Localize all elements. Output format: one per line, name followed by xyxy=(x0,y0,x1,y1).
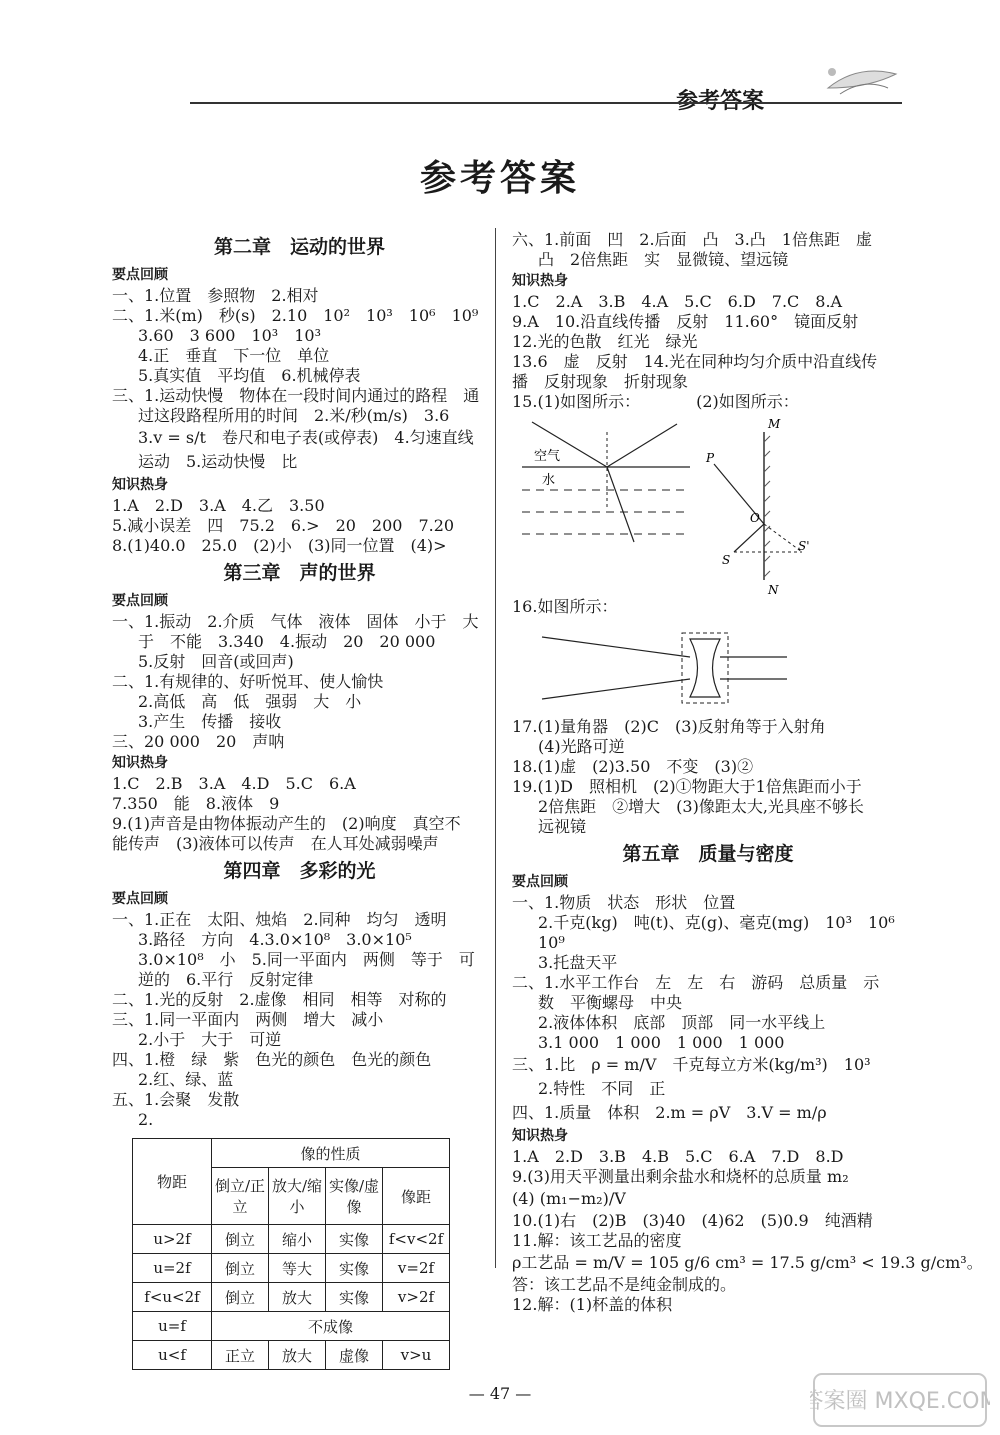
answer-line: 逆的 6.平行 反射定律 xyxy=(138,970,314,989)
label-water: 水 xyxy=(542,473,556,488)
answer-line: 凸 2倍焦距 实 显微镜、望远镜 xyxy=(538,250,789,269)
table-cell: 倒立 xyxy=(212,1283,269,1312)
answer-line: 5.反射 回音(或回声) xyxy=(138,652,294,671)
answer-line: 2.特性 不同 正 xyxy=(538,1079,666,1098)
answer-line: 1.C 2.B 3.A 4.D 5.C 6.A xyxy=(112,774,356,793)
table-header-object-distance: 物距 xyxy=(133,1139,212,1225)
label-P: P xyxy=(706,451,715,465)
table-cell: 等大 xyxy=(269,1254,326,1283)
answer-line: 3.托盘天平 xyxy=(538,953,618,972)
table-row xyxy=(133,1341,450,1370)
label-S: S xyxy=(722,553,731,567)
refraction-reflection-figure xyxy=(512,412,812,597)
section-heading: 要点回顾 xyxy=(112,593,168,609)
answer-line: ρ工艺品 = m/V = 105 g/6 cm³ = 17.5 g/cm³ < 19.3 g/cm³。 xyxy=(512,1253,983,1272)
answer-line: 16.如图所示： xyxy=(512,597,618,616)
section-heading: 知识热身 xyxy=(112,477,168,493)
answer-line: 3.v = s/t 卷尺和电子表(或停表) 4.匀速直线 xyxy=(138,428,474,447)
table-cell: 缩小 xyxy=(269,1225,326,1254)
answer-line: 2.高低 高 低 强弱 大 小 xyxy=(138,692,362,711)
table-subheader: 实像/虚像 xyxy=(326,1168,383,1225)
answer-line: 三、1.比 ρ = m/V 千克每立方米(kg/m³) 10³ xyxy=(512,1055,871,1074)
answer-line: 六、1.前面 凹 2.后面 凸 3.凸 1倍焦距 虚 xyxy=(512,230,872,249)
answer-line: 15.(1)如图所示： (2)如图所示： xyxy=(512,392,799,411)
column-divider xyxy=(495,228,496,1268)
answer-line: 10⁹ xyxy=(538,933,565,952)
table-cell: 正立 xyxy=(212,1341,269,1370)
table-row xyxy=(133,1312,450,1341)
answer-line: 过这段路程所用的时间 2.米/秒(m/s) 3.6 xyxy=(138,406,450,425)
answer-line: 19.(1)D 照相机 (2)①物距大于1倍焦距而小于 xyxy=(512,777,862,796)
answer-line: 9.(1)声音是由物体振动产生的 (2)响度 真空不 xyxy=(112,814,461,833)
table-subheader: 放大/缩小 xyxy=(269,1168,326,1225)
answer-line: 4.正 垂直 下一位 单位 xyxy=(138,346,330,365)
answer-line: 远视镜 xyxy=(538,817,587,836)
answer-line: 2.液体体积 底部 顶部 同一水平线上 xyxy=(538,1013,826,1032)
answer-line: 5.真实值 平均值 6.机械停表 xyxy=(138,366,361,385)
answer-line: 运动 5.运动快慢 比 xyxy=(138,452,298,471)
table-cell: 实像 xyxy=(326,1225,383,1254)
table-cell: v=2f xyxy=(383,1254,450,1283)
right-column xyxy=(512,230,983,1315)
table-cell: v>2f xyxy=(383,1283,450,1312)
page-title: 参考答案 xyxy=(419,158,580,199)
answer-line: 四、1.橙 绿 紫 色光的颜色 色光的颜色 xyxy=(112,1050,432,1069)
answer-line: 二、1.有规律的、好听悦耳、使人愉快 xyxy=(112,672,384,691)
answer-line: 一、1.位置 参照物 2.相对 xyxy=(112,286,319,305)
chapter-heading: 第二章 运动的世界 xyxy=(213,236,385,258)
table-cell: 实像 xyxy=(326,1283,383,1312)
answer-line: 二、1.光的反射 2.虚像 相同 相等 对称的 xyxy=(112,990,447,1009)
answer-line: 三、1.运动快慢 物体在一段时间内通过的路程 通 xyxy=(112,386,480,405)
answer-line: 于 不能 3.340 4.振动 20 20 000 xyxy=(138,632,436,651)
answer-line: 三、1.同一平面内 两侧 增大 减小 xyxy=(112,1010,384,1029)
table-subheader: 像距 xyxy=(383,1168,450,1225)
answer-line: 17.(1)量角器 (2)C (3)反射角等于入射角 xyxy=(512,717,826,736)
chapter-heading: 第三章 声的世界 xyxy=(223,562,376,584)
chapter-heading: 第五章 质量与密度 xyxy=(622,843,794,865)
answer-line: 答：该工艺品不是纯金制成的。 xyxy=(512,1275,737,1294)
label-air: 空气 xyxy=(534,449,561,464)
answer-line: 3.0×10⁸ 小 5.同一平面内 两侧 等于 可 xyxy=(138,950,475,969)
table-cell: 放大 xyxy=(269,1341,326,1370)
answer-line: 四、1.质量 体积 2.m = ρV 3.V = m/ρ xyxy=(512,1103,827,1122)
table-cell: 不成像 xyxy=(212,1312,450,1341)
answer-line: 二、1.水平工作台 左 左 右 游码 总质量 示 xyxy=(512,973,880,992)
table-cell: f<u<2f xyxy=(133,1283,212,1312)
answer-line: 2倍焦距 ②增大 (3)像距太大,光具座不够长 xyxy=(538,797,864,816)
header-rule xyxy=(190,102,902,104)
answer-line: 13.6 虚 反射 14.光在同种均匀介质中沿直线传 xyxy=(512,352,878,371)
table-cell: 实像 xyxy=(326,1254,383,1283)
left-column xyxy=(112,230,487,1370)
section-heading: 知识热身 xyxy=(112,755,168,771)
section-heading: 要点回顾 xyxy=(112,891,168,907)
answer-line: 12.光的色散 红光 绿光 xyxy=(512,332,698,351)
section-heading: 知识热身 xyxy=(512,273,568,289)
table-row xyxy=(133,1283,450,1312)
answer-line: 3.产生 传播 接收 xyxy=(138,712,282,731)
answer-line: 一、1.物质 状态 形状 位置 xyxy=(512,893,736,912)
answer-line: 5.减小误差 四 75.2 6.> 20 200 7.20 xyxy=(112,516,455,535)
answer-line: 1.A 2.D 3.B 4.B 5.C 6.A 7.D 8.D xyxy=(512,1147,844,1166)
answer-line: 2. xyxy=(138,1110,154,1129)
section-heading: 要点回顾 xyxy=(112,267,168,283)
answer-line: 3.路径 方向 4.3.0×10⁸ 3.0×10⁵ xyxy=(138,930,412,949)
header-title: 参考答案 xyxy=(676,89,765,114)
table-cell: 虚像 xyxy=(326,1341,383,1370)
answer-line: (4)光路可逆 xyxy=(538,737,625,756)
answer-line: 10.(1)右 (2)B (3)40 (4)62 (5)0.9 纯酒精 xyxy=(512,1211,873,1230)
answer-line: 2.红、绿、蓝 xyxy=(138,1070,234,1089)
section-heading: 知识热身 xyxy=(512,1128,568,1144)
answer-line: 五、1.会聚 发散 xyxy=(112,1090,240,1109)
table-cell: u>2f xyxy=(133,1225,212,1254)
answer-line: 11.解：该工艺品的密度 xyxy=(512,1231,682,1250)
table-cell: u<f xyxy=(133,1341,212,1370)
answer-line: 2.小于 大于 可逆 xyxy=(138,1030,282,1049)
answer-line: 三、20 000 20 声呐 xyxy=(112,732,285,751)
answer-line: (4) (m₁−m₂)/V xyxy=(512,1189,626,1208)
answer-line: 8.(1)40.0 25.0 (2)小 (3)同一位置 (4)> xyxy=(112,536,447,555)
answer-line: 1.A 2.D 3.A 4.乙 3.50 xyxy=(112,496,325,515)
answer-line: 二、1.米(m) 秒(s) 2.10 10² 10³ 10⁶ 10⁹ xyxy=(112,306,479,325)
watermark-logo xyxy=(810,1370,990,1434)
answer-line: 7.350 能 8.液体 9 xyxy=(112,794,280,813)
chapter-heading: 第四章 多彩的光 xyxy=(223,860,376,882)
leaf-ornament xyxy=(818,58,902,108)
table-cell: v>u xyxy=(383,1341,450,1370)
label-M: M xyxy=(768,417,781,431)
answer-line: 3.60 3 600 10³ 10³ xyxy=(138,326,321,345)
label-S-prime: S' xyxy=(798,539,810,553)
concave-lens-figure xyxy=(512,617,812,717)
answer-line: 能传声 (3)液体可以传声 在人耳处减弱噪声 xyxy=(112,834,439,853)
table-row xyxy=(133,1254,450,1283)
label-N: N xyxy=(768,583,779,597)
section-heading: 要点回顾 xyxy=(512,874,568,890)
answer-line: 2.千克(kg) 吨(t)、克(g)、毫克(mg) 10³ 10⁶ xyxy=(538,913,895,932)
answer-line: 18.(1)虚 (2)3.50 不变 (3)② xyxy=(512,757,754,776)
answer-line: 1.C 2.A 3.B 4.A 5.C 6.D 7.C 8.A xyxy=(512,292,843,311)
answer-line: 12.解：(1)杯盖的体积 xyxy=(512,1295,673,1314)
answer-line: 一、1.正在 太阳、烛焰 2.同种 均匀 透明 xyxy=(112,910,447,929)
table-header-image-nature: 像的性质 xyxy=(212,1139,450,1168)
answer-line: 数 平衡螺母 中央 xyxy=(538,993,683,1012)
answer-line: 播 反射现象 折射现象 xyxy=(512,372,689,391)
answer-line: 9.(3)用天平测量出剩余盐水和烧杯的总质量 m₂ xyxy=(512,1167,849,1186)
answer-line: 一、1.振动 2.介质 气体 液体 固体 小于 大 xyxy=(112,612,479,631)
table-cell: u=2f xyxy=(133,1254,212,1283)
table-cell: 倒立 xyxy=(212,1254,269,1283)
page-number: — 47 — xyxy=(468,1384,532,1403)
table-cell: 倒立 xyxy=(212,1225,269,1254)
table-cell: f<v<2f xyxy=(383,1225,450,1254)
table-cell: 放大 xyxy=(269,1283,326,1312)
watermark-text: 答案圈 MXQE.COM xyxy=(810,1389,990,1414)
answer-line: 9.A 10.沿直线传播 反射 11.60° 镜面反射 xyxy=(512,312,859,331)
label-O: O xyxy=(750,511,760,525)
answer-line: 3.1 000 1 000 1 000 1 000 xyxy=(538,1033,785,1052)
table-cell: u=f xyxy=(133,1312,212,1341)
table-subheader: 倒立/正立 xyxy=(212,1168,269,1225)
lens-imaging-table xyxy=(132,1138,450,1370)
table-row xyxy=(133,1225,450,1254)
